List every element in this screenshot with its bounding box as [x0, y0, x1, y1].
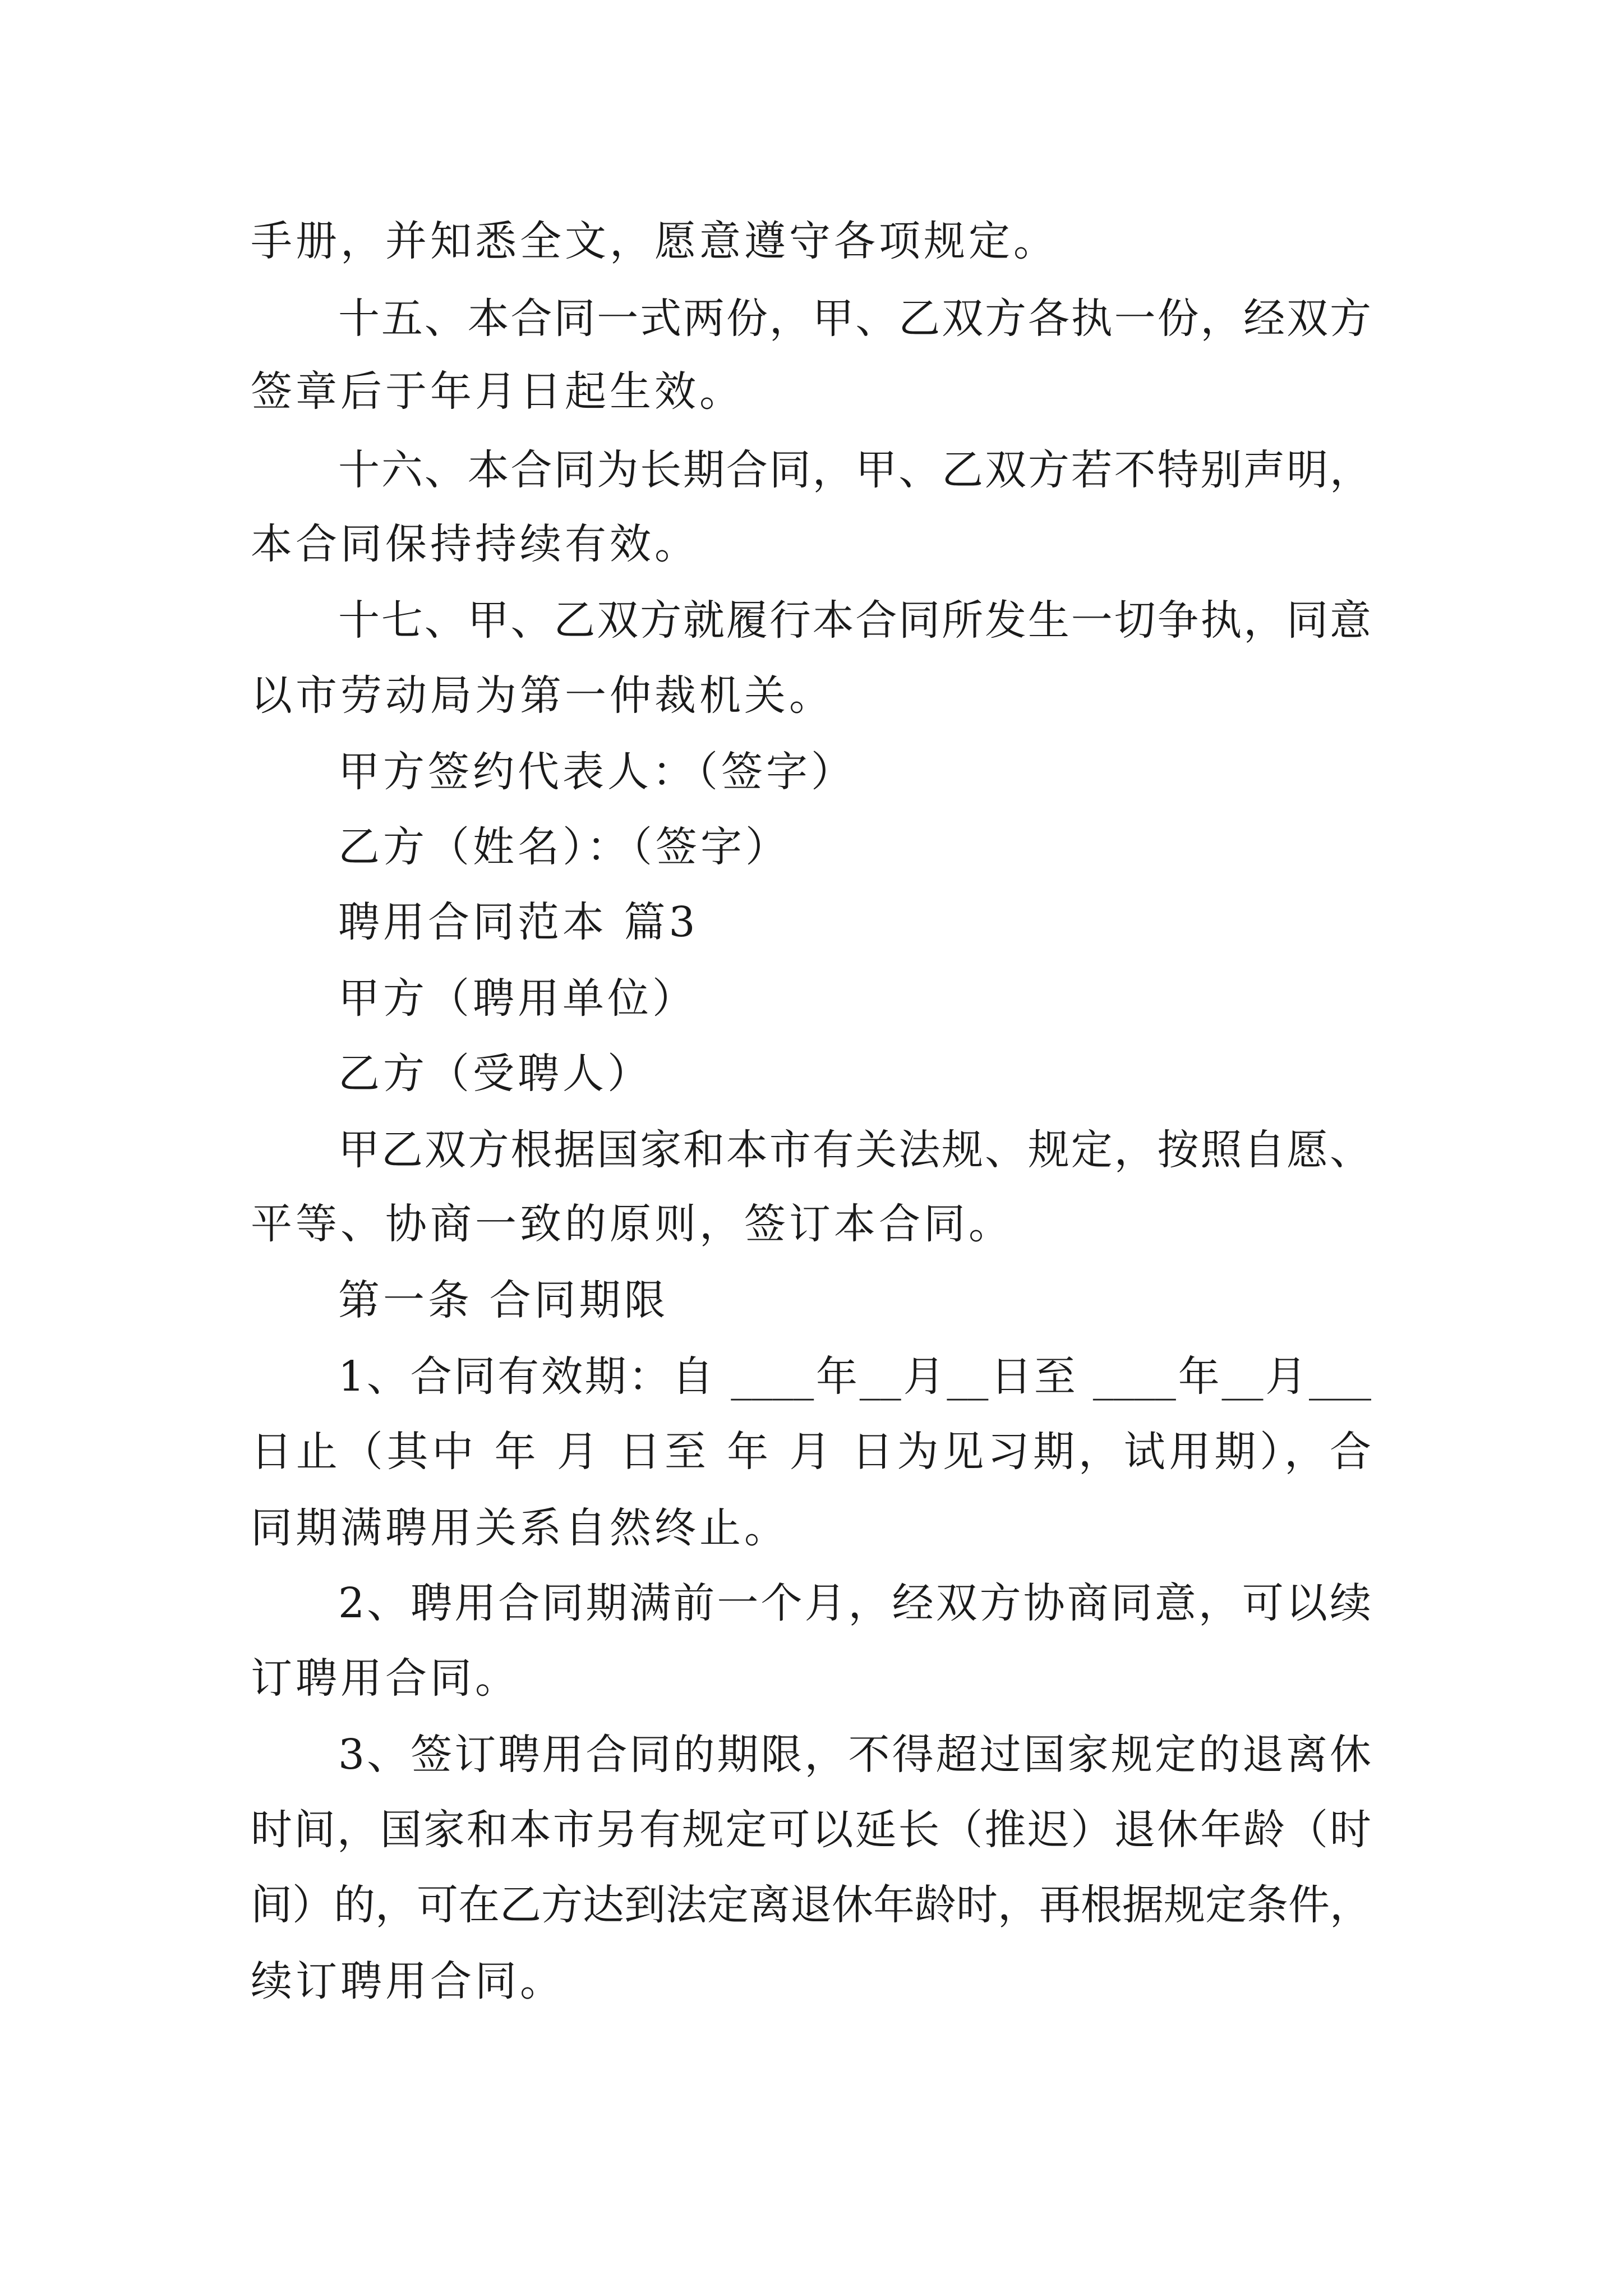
- clause-16-line-2: 本合同保持持续有效。: [251, 520, 699, 568]
- body-text-line: 手册，并知悉全文，愿意遵守各项规定。: [251, 217, 1058, 265]
- preamble-line-2: 平等、协商一致的原则，签订本合同。: [251, 1200, 1013, 1248]
- term-clause-2-line-1: 2、聘用合同期满前一个月，经双方协商同意，可以续: [338, 1579, 1371, 1627]
- preamble-line-1: 甲乙双方根据国家和本市有关法规、规定，按照自愿、: [338, 1126, 1371, 1174]
- clause-17-line-1: 十七、甲、乙双方就履行本合同所发生一切争执，同意: [338, 596, 1371, 645]
- section-heading: 聘用合同范本 篇3: [338, 898, 699, 946]
- term-clause-3-line-3: 间）的，可在乙方达到法定离退休年龄时，再根据规定条件，: [251, 1881, 1371, 1929]
- clause-17-line-2: 以市劳动局为第一仲裁机关。: [251, 671, 834, 720]
- party-a-line: 甲方（聘用单位）: [338, 974, 697, 1023]
- clause-15-line-1: 十五、本合同一式两份，甲、乙双方各执一份，经双方: [338, 295, 1371, 343]
- term-clause-3-line-1: 3、签订聘用合同的期限，不得超过国家规定的退离休: [338, 1731, 1371, 1779]
- term-clause-2-line-2: 订聘用合同。: [251, 1654, 520, 1703]
- term-clause-3-line-2: 时间，国家和本市另有规定可以延长（推迟）退休年龄（时: [251, 1806, 1371, 1854]
- party-b-signature-line: 乙方（姓名）：（签字）: [338, 823, 790, 871]
- party-b-line: 乙方（受聘人）: [338, 1050, 652, 1098]
- clause-15-line-2: 签章后于年月日起生效。: [251, 367, 744, 416]
- clause-16-line-1: 十六、本合同为长期合同，甲、乙双方若不特别声明，: [338, 446, 1371, 494]
- term-clause-3-line-4: 续订聘用合同。: [251, 1957, 565, 2005]
- term-clause-1-line-2: 日止（其中 年 月 日至 年 月 日为见习期，试用期），合: [251, 1428, 1371, 1476]
- party-a-signature-line: 甲方签约代表人：（签字）: [338, 748, 856, 796]
- term-clause-1-line-3: 同期满聘用关系自然终止。: [251, 1504, 789, 1552]
- article-1-heading: 第一条 合同期限: [338, 1276, 669, 1324]
- term-clause-1-line-1: 1、合同有效期：自 ____年__月__日至 ____年__月___: [338, 1352, 1371, 1401]
